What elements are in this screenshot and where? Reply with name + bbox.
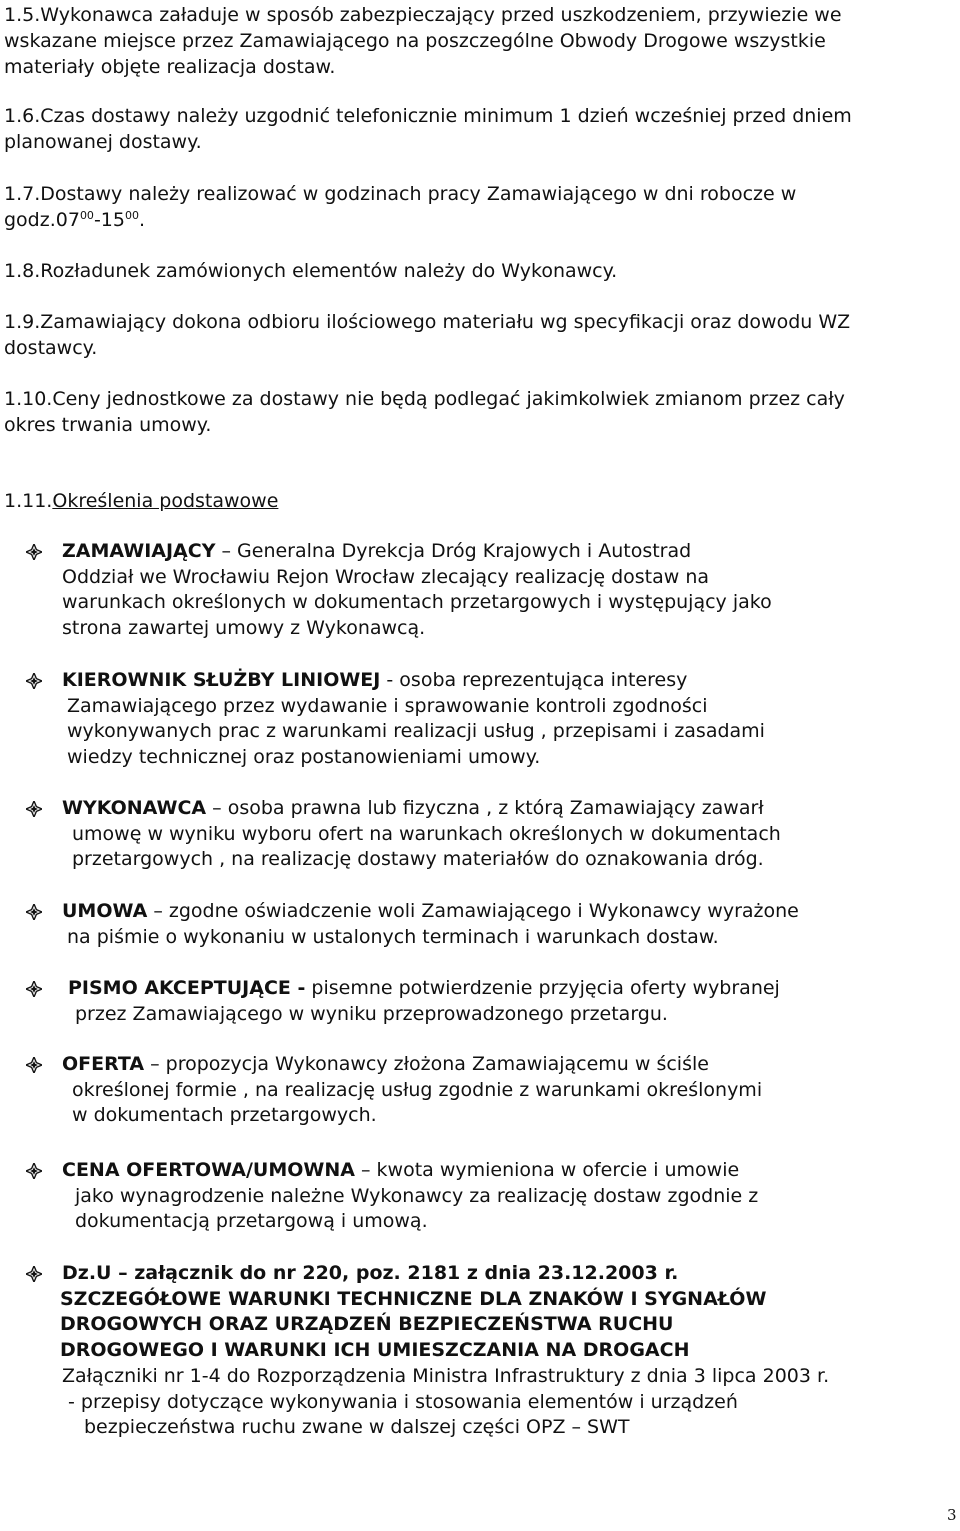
definition-term: WYKONAWCA: [62, 797, 207, 819]
diamond-bullet-icon: [26, 904, 42, 920]
text-line: dostawcy.: [4, 337, 98, 359]
text-line: DROGOWEGO I WARUNKI ICH UMIESZCZANIA NA DROGACH: [60, 1339, 690, 1362]
text-line: umowę w wyniku wyboru ofert na warunkach określonych w dokumentach: [72, 822, 781, 845]
page-number: 3: [947, 1506, 957, 1524]
text-line: wykonywanych prac z warunkami realizacji usług , przepisami i zasadami: [67, 720, 765, 743]
text-line: okres trwania umowy.: [4, 414, 212, 436]
diamond-bullet-icon: [26, 1057, 42, 1073]
definition-term: CENA OFERTOWA/UMOWNA: [62, 1159, 355, 1181]
text-line: SZCZEGÓŁOWE WARUNKI TECHNICZNE DLA ZNAKÓW I SYGNAŁÓW: [60, 1287, 767, 1310]
section-1-6: [4, 103, 954, 155]
superscript: 00: [79, 209, 94, 222]
superscript: 00: [124, 209, 139, 222]
definition-term: UMOWA: [62, 900, 148, 922]
diamond-bullet-icon: [26, 544, 42, 560]
diamond-bullet-icon: [26, 673, 42, 689]
text-line: - przepisy dotyczące wykonywania i stosowania elementów i urządzeń: [68, 1390, 738, 1413]
diamond-bullet-icon: [26, 1266, 42, 1282]
section-1-8: [4, 258, 954, 284]
text-line: materiały objęte realizacja dostaw.: [4, 56, 336, 78]
text-line: na piśmie o wykonaniu w ustalonych terminach i warunkach dostaw.: [67, 925, 719, 948]
text-line: bezpieczeństwa ruchu zwane w dalszej części OPZ – SWT: [84, 1416, 630, 1439]
text-line: Oddział we Wrocławiu Rejon Wrocław zlecający realizację dostaw na: [62, 565, 710, 588]
text-line: DROGOWYCH ORAZ URZĄDZEŃ BEZPIECZEŃSTWA RUCHU: [60, 1313, 674, 1336]
text-line: 1.5.Wykonawca załaduje w sposób zabezpieczający przed uszkodzeniem, przywiezie we: [4, 4, 842, 26]
text-line: określonej formie , na realizację usług zgodnie z warunkami określonymi: [72, 1078, 763, 1101]
text-line: Zamawiającego przez wydawanie i sprawowanie kontroli zgodności: [67, 694, 708, 717]
definition-term: PISMO AKCEPTUJĄCE -: [68, 977, 306, 999]
text-line: wiedzy technicznej oraz postanowieniami umowy.: [67, 746, 541, 769]
text-line: Załączniki nr 1-4 do Rozporządzenia Ministra Infrastruktury z dnia 3 lipca 2003 r.: [62, 1364, 830, 1387]
text-line: 1.7.Dostawy należy realizować w godzinach pracy Zamawiającego w dni robocze w: [4, 183, 797, 205]
section-1-10: [4, 386, 954, 438]
document-page: 1.5.Wykonawca załaduje w sposób zabezpieczający przed uszkodzeniem, przywiezie we wskazane miejsce przez Zamawiającego na poszczególne Obwody Drogowe wszystkie materiały objęte realizacja dostaw. 1.6.Czas dostawy należy uzgodnić telefonicznie minimum 1 dzień wcześniej przed dniem planowanej dostawy. 1.7.Dostawy należy realizować w godzinach pracy Zamawiającego w dni robocze w $godz.07^{00}-15^{00}$. 1.8.Rozładunek zamówionych elementów należy do Wykonawcy. 1.9.Zamawiający dokona odbioru ilościowego materiału wg specyfikacji oraz dowodu WZ dostawcy. 1.10.Ceny jednostkowe za dostawy nie będą podlegać jakimkolwiek zmianom przez cały okres trwania umowy. 1.11.Określenia podstawowe ZAMAWIAJĄCY – Generalna Dyrekcja Dróg Krajowych i Autostrad Oddział we Wrocławiu Rejon Wrocław zlecający realizację dostaw na warunkach określonych w dokumentach przetargowych i występujący jako strona zawartej umowy z Wykonawcą. KIEROWNIK SŁUŻBY LINIOWEJ - osoba reprezentująca interesy Zamawiającego przez wydawanie i sprawowanie kontroli zgodności wykonywanych prac z warunkami realizacji usług , przepisami i zasadami wiedzy technicznej oraz postanowieniami umowy. WYKONAWCA – osoba prawna lub fizyczna , z którą Zamawiający zawarł umowę w wyniku wyboru ofert na warunkach określonych w dokumentach przetargowych , na realizację dostawy materiałów do oznakowania dróg. UMOWA – zgodne oświadczenie woli Zamawiającego i Wykonawcy wyrażone na piśmie o wykonaniu w ustalonych terminach i warunkach dostaw. PISMO AKCEPTUJĄCE - pisemne potwierdzenie przyjęcia oferty wybranej przez Zamawiającego w wyniku przeprowadzonego przetargu. OFERTA – propozycja Wykonawcy złożona Zamawiającemu w ściśle określonej formie , na realizację usług zgodnie z warunkami określonymi w dokumentach przetargowych. CENA OFERTOWA/UMOWNA – kwota wymieniona w ofercie i umowie jako wynagrodzenie należne Wykonawcy za realizację dostaw zgodnie z dokumentacją przetargową i umową. Dz.U – załącznik do nr 220, poz. 2181 z dnia 23.12.2003 r. SZCZEGÓŁOWE WARUNKI TECHNICZNE DLA ZNAKÓW I SYGNAŁÓW DROGOWYCH ORAZ URZĄDZEŃ BEZPIECZEŃSTWA RUCHU DROGOWEGO I WARUNKI ICH UMIESZCZANIA NA DROGACH Załączniki nr 1-4 do Rozporządzenia Ministra Infrastruktury z dnia 3 lipca 2003 r. - przepisy dotyczące wykonywania i stosowania elementów i urządzeń bezpieczeństwa ruchu zwane w dalszej części OPZ – SWT 3: [4, 4, 957, 1524]
text-line: 1.10.Ceny jednostkowe za dostawy nie będą podlegać jakimkolwiek zmianom przez cały: [4, 388, 845, 410]
definitions-title: Określenia podstawowe: [52, 490, 279, 512]
text-line: strona zawartej umowy z Wykonawcą.: [62, 617, 426, 640]
text-line: wskazane miejsce przez Zamawiającego na poszczególne Obwody Drogowe wszystkie: [4, 30, 826, 52]
text-line: 1.8.Rozładunek zamówionych elementów należy do Wykonawcy.: [4, 260, 618, 282]
diamond-bullet-icon: [26, 1163, 42, 1179]
diamond-bullet-icon: [26, 981, 42, 997]
section-1-7: [4, 181, 954, 233]
text-line: przetargowych , na realizację dostawy materiałów do oznakowania dróg.: [72, 848, 764, 871]
regulation-title: Dz.U – załącznik do nr 220, poz. 2181 z dnia 23.12.2003 r.: [62, 1262, 679, 1284]
section-1-9: [4, 309, 954, 361]
definition-term: OFERTA: [62, 1053, 145, 1075]
text-line: jako wynagrodzenie należne Wykonawcy za realizację dostaw zgodnie z: [75, 1184, 759, 1207]
text-line: przez Zamawiającego w wyniku przeprowadzonego przetargu.: [75, 1002, 668, 1025]
text-line: dokumentacją przetargową i umową.: [75, 1210, 428, 1233]
section-1-5: [4, 2, 954, 80]
text-line: w dokumentach przetargowych.: [72, 1104, 377, 1127]
text-line: warunkach określonych w dokumentach przetargowych i występujący jako: [62, 591, 772, 614]
section-1-11-heading: 1.11.Określenia podstawowe: [4, 490, 279, 512]
text-line: 1.9.Zamawiający dokona odbioru ilościowego materiału wg specyfikacji oraz dowodu WZ: [4, 311, 851, 333]
text-line: $godz.07^{00}-15^{00}$.: [4, 209, 146, 231]
definition-term: KIEROWNIK SŁUŻBY LINIOWEJ: [62, 669, 381, 691]
text-line: planowanej dostawy.: [4, 131, 202, 153]
definition-term: ZAMAWIAJĄCY: [62, 540, 216, 562]
text-line: 1.6.Czas dostawy należy uzgodnić telefonicznie minimum 1 dzień wcześniej przed dniem: [4, 105, 852, 127]
diamond-bullet-icon: [26, 801, 42, 817]
